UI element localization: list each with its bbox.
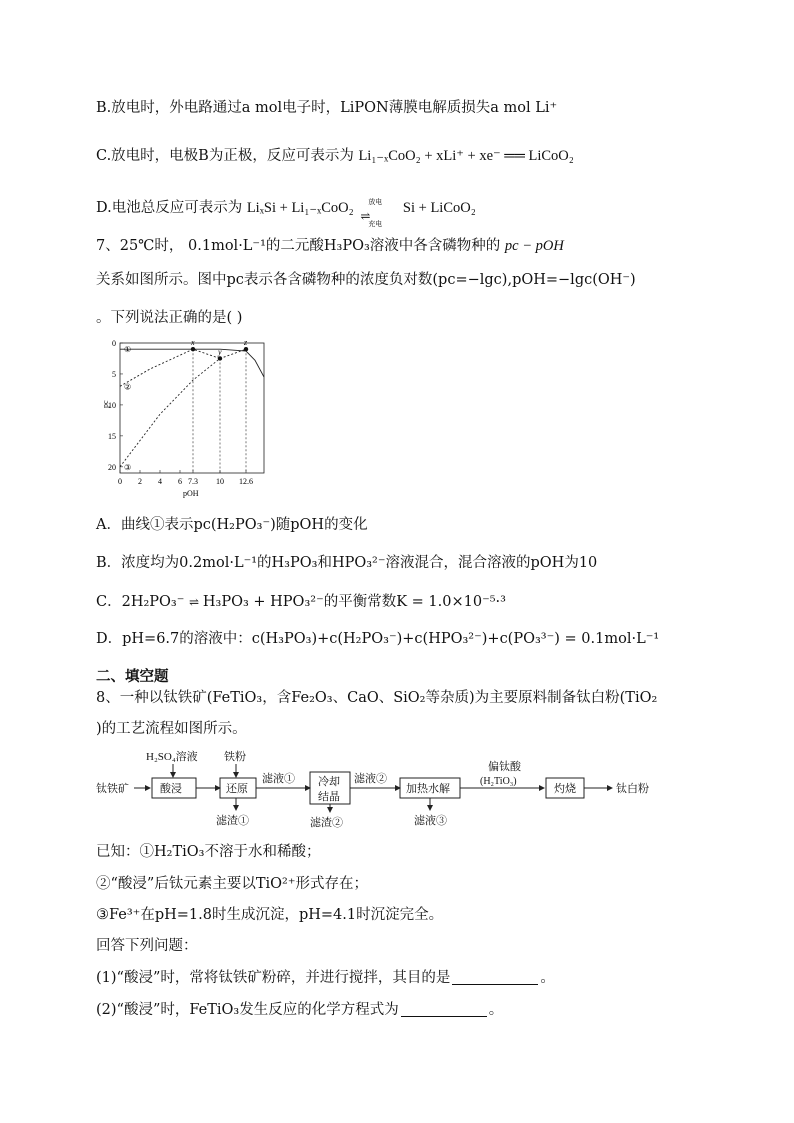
series-group [120, 345, 264, 472]
known-1: 已知：①H₂TiO₃不溶于水和稀酸； [96, 844, 321, 860]
x-axis-label: pOH [183, 489, 199, 498]
option-d-prev [96, 198, 476, 228]
y-axis-label: pc [101, 400, 110, 408]
point-label-z: z [244, 338, 248, 348]
pc-poh-chart [100, 338, 276, 502]
flow-intermediate-line2: (H₂TiO₃) [480, 776, 517, 787]
x-tick-label: 4 [158, 477, 162, 486]
x-tick-label: 0 [118, 477, 122, 486]
sub-question-1-end: 。 [540, 970, 555, 986]
x-tick-label: 12.6 [239, 477, 253, 486]
q7-option-c [96, 592, 506, 612]
arrow-bottom-label: 充电 [368, 220, 383, 228]
x-tick-label: 2 [138, 477, 142, 486]
sub-question-1 [96, 968, 555, 988]
q7-option-b: B．浓度均为0.2mol·L⁻¹的H₃PO₃和HPO₃²⁻溶液混合，混合溶液的pOH为10 [96, 555, 598, 571]
x-axis [118, 470, 253, 486]
flow-residue1: 滤渣① [216, 815, 249, 827]
data-point-z [244, 347, 248, 351]
series-line-1 [120, 349, 264, 377]
y-tick-label: 10 [108, 400, 116, 410]
point-label-x: x [191, 338, 195, 348]
y-axis [108, 339, 123, 472]
q7-line1 [96, 236, 564, 256]
y-tick-label: 15 [108, 431, 116, 441]
flow-reagent1: H₂SO₄溶液 [146, 751, 198, 763]
known-2: ②“酸浸”后钛元素主要以TiO²⁺形式存在； [96, 876, 368, 892]
q7-line1-b: 0.1mol·L⁻¹的二元酸H₃PO₃溶液中各含磷物种的 [188, 238, 501, 254]
y-tick-label: 5 [112, 369, 116, 379]
arrow-glyph: ⇌ [360, 209, 371, 223]
sub-question-2-end: 。 [488, 1002, 504, 1018]
q7-line1-a: 7、25℃时， [96, 238, 184, 254]
series-line-2 [120, 349, 220, 386]
plot-frame [120, 343, 264, 473]
flow-intermediate-line1: 偏钛酸 [488, 761, 521, 773]
option-b-prev: B.放电时，外电路通过a mol电子时，LiPON薄膜电解质损失a mol Li⁺ [96, 100, 558, 116]
flow-reagent2: 铁粉 [224, 751, 246, 763]
flow-step1: 酸浸 [160, 783, 182, 795]
x-tick-label: 7.3 [188, 477, 198, 486]
answer-blank-1[interactable] [452, 970, 538, 985]
q8-line2: )的工艺流程如图所示。 [96, 721, 247, 737]
option-d-prev-right: Si + LiCoO₂ [402, 200, 476, 216]
process-flow-diagram [96, 746, 676, 832]
answer-blank-2[interactable] [401, 1002, 487, 1017]
flow-step3-line2: 结晶 [318, 791, 340, 803]
reversible-arrow [358, 198, 398, 228]
sub-question-2 [96, 1000, 503, 1020]
option-c-prev-text: C.放电时，电极B为正极，反应可表示为 [96, 148, 354, 164]
flow-step3-line1: 冷却 [318, 776, 340, 788]
flow-residue2: 滤渣② [310, 817, 343, 829]
equilibrium-arrow-icon: ⇌ [189, 595, 203, 609]
option-d-prev-text: D.电池总反应可表示为 [96, 200, 243, 216]
flow-filtrate3: 滤液③ [414, 815, 447, 827]
series-label-3: ③ [124, 462, 132, 472]
series-label-1: ① [124, 345, 132, 355]
arrow-top-label: 放电 [368, 198, 383, 206]
flow-filtrate1: 滤液① [262, 773, 295, 785]
x-tick-label: 10 [216, 477, 224, 486]
q7-option-d: D．pH=6.7的溶液中：c(H₃PO₃)+c(H₂PO₃⁻)+c(HPO₃²⁻)+c(PO₃³⁻) = 0.1mol·L⁻¹ [96, 631, 660, 647]
option-d-prev-left: LiₓSi + Li₁₋ₓCoO₂ [246, 200, 354, 216]
known-3: ③Fe³⁺在pH=1.8时生成沉淀，pH=4.1时沉淀完全。 [96, 907, 444, 923]
sub-question-2-text: (2)“酸浸”时，FeTiO₃发生反应的化学方程式为 [96, 1002, 399, 1018]
y-tick-label: 20 [108, 462, 116, 472]
flow-step2: 还原 [226, 783, 248, 795]
series-label-2: ② [124, 382, 132, 392]
q7-option-a: A．曲线①表示pc(H₂PO₃⁻)随pOH的变化 [96, 517, 368, 533]
data-point-y [218, 356, 222, 360]
section-title: 二、填空题 [96, 669, 169, 685]
option-c-prev-formula: Li₁₋ₓCoO₂ + xLi⁺ + xe⁻ ══ LiCoO₂ [358, 148, 574, 164]
answer-prompt: 回答下列问题： [96, 938, 198, 954]
sub-question-1-text: (1)“酸浸”时，常将钛铁矿粉碎，并进行搅拌，其目的是 [96, 970, 451, 986]
y-tick-label: 0 [112, 339, 116, 348]
series-line-3 [120, 349, 246, 467]
q7-line3: 。下列说法正确的是( ) [96, 310, 243, 326]
guide-lines [193, 349, 246, 473]
flow-step4: 加热水解 [406, 783, 450, 795]
q7-option-c-left: C．2H₂PO₃⁻ [96, 594, 185, 610]
q8-line1: 8、一种以钛铁矿(FeTiO₃，含Fe₂O₃、CaO、SiO₂等杂质)为主要原料制备钛白粉(TiO₂ [96, 690, 658, 706]
flow-step5: 灼烧 [554, 783, 576, 795]
q7-option-c-right: H₃PO₃ + HPO₃²⁻的平衡常数K = 1.0×10⁻⁵·³ [202, 594, 506, 610]
option-c-prev [96, 146, 574, 166]
data-point-x [191, 347, 195, 351]
flow-output: 钛白粉 [616, 783, 649, 795]
point-label-y: y [218, 347, 222, 357]
q7-line1-c: pc − pOH [504, 238, 564, 254]
x-tick-label: 6 [178, 477, 182, 486]
flow-input-label: 钛铁矿 [96, 783, 129, 795]
q7-line2: 关系如图所示。图中pc表示各含磷物种的浓度负对数(pc=−lgc),pOH=−lgc(OH⁻) [96, 272, 636, 288]
flow-filtrate2: 滤液② [354, 773, 387, 785]
